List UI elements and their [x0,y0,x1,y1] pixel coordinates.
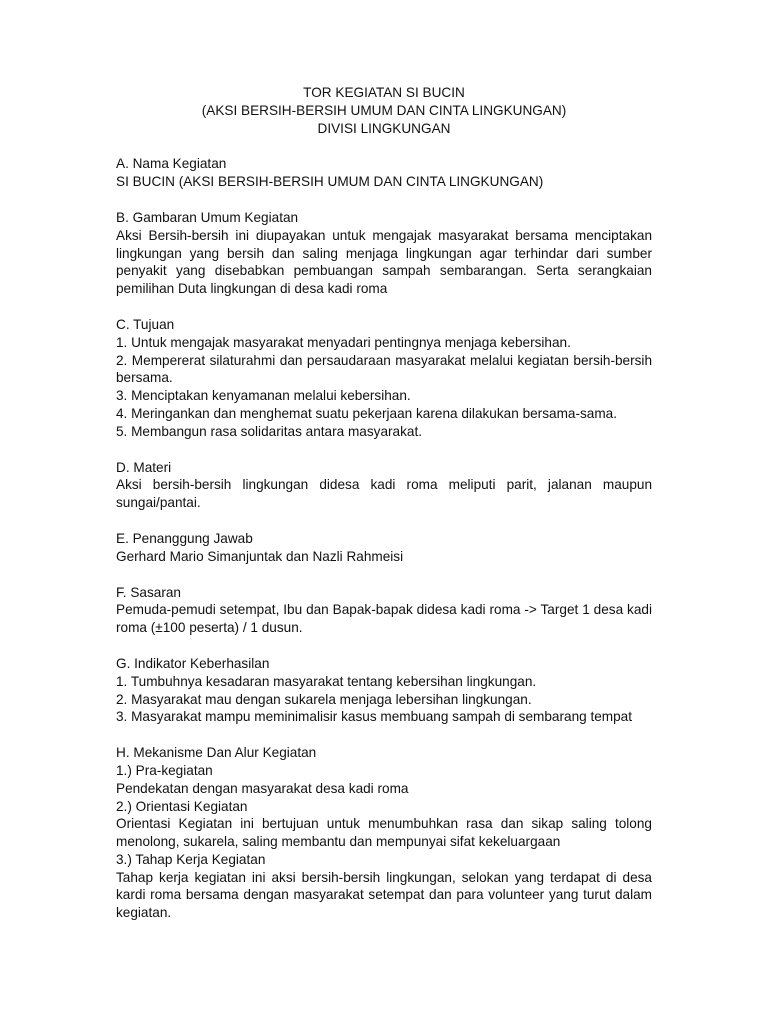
step-body: Tahap kerja kegiatan ini aksi bersih-bersih lingkungan, selokan yang terdapat di desa kardi roma bersama dengan masyarakat setempat dan para volunteer yang turut dalam kegiatan. [116,869,652,921]
section-body: Pemuda-pemudi setempat, Ibu dan Bapak-bapak didesa kadi roma -> Target 1 desa kadi roma (±100 peserta) / 1 dusun. [116,602,652,636]
section-nama-kegiatan [116,155,652,191]
document-title [116,84,652,137]
step-label: 1.) Pra-kegiatan [116,762,213,778]
title-line-2: (AKSI BERSIH-BERSIH UMUM DAN CINTA LINGKUNGAN) [201,102,567,118]
section-mekanisme-alur [116,744,652,922]
step-label: 2.) Orientasi Kegiatan [116,798,248,814]
section-heading: A. Nama Kegiatan [116,156,227,172]
section-body: Gerhard Mario Simanjuntak dan Nazli Rahmeisi [116,548,404,564]
section-heading: D. Materi [116,459,172,475]
list-item: 3. Masyarakat mampu meminimalisir kasus membuang sampah di sembarang tempat [116,709,633,725]
title-line-1: TOR KEGIATAN SI BUCIN [303,85,465,100]
step-label: 3.) Tahap Kerja Kegiatan [116,851,266,867]
section-tujuan [116,316,652,441]
section-heading: H. Mekanisme Dan Alur Kegiatan [116,745,317,761]
list-item: 2. Masyarakat mau dengan sukarela menjaga lebersihan lingkungan. [116,691,532,707]
section-gambaran-umum [116,209,652,298]
section-heading: G. Indikator Keberhasilan [116,655,270,671]
section-heading: B. Gambaran Umum Kegiatan [116,209,299,225]
section-body: SI BUCIN (AKSI BERSIH-BERSIH UMUM DAN CINTA LINGKUNGAN) [116,174,544,190]
section-heading: E. Penanggung Jawab [116,530,253,546]
list-item: 4. Meringankan dan menghemat suatu pekerjaan karena dilakukan bersama-sama. [116,405,617,421]
list-item: 3. Menciptakan kenyamanan melalui kebersihan. [116,388,411,404]
step-body: Orientasi Kegiatan ini bertujuan untuk menumbuhkan rasa dan sikap saling tolong menolong, sukarela, saling membantu dan mempunyai sifat kekeluargaan [116,816,652,850]
title-line-3: DIVISI LINGKUNGAN [317,120,451,136]
section-penanggung-jawab [116,530,652,566]
list-item: 2. Mempererat silaturahmi dan persaudaraan masyarakat melalui kegiatan bersih-bersih bersama. [116,352,652,386]
list-item: 1. Untuk mengajak masyarakat menyadari pentingnya menjaga kebersihan. [116,334,571,350]
section-body: Aksi bersih-bersih lingkungan didesa kadi roma meliputi parit, jalanan maupun sungai/pantai. [116,477,652,511]
section-heading: F. Sasaran [116,584,181,600]
section-sasaran [116,584,652,637]
section-heading: C. Tujuan [116,316,175,332]
step-body: Pendekatan dengan masyarakat desa kadi roma [116,780,409,796]
section-body: Aksi Bersih-bersih ini diupayakan untuk mengajak masyarakat bersama menciptakan lingkungan yang bersih dan saling menjaga lingkungan agar terhindar dari sumber penyakit yang disebabkan pembuangan sampah sembarangan. Serta serangkaian pemilihan Duta lingkungan di desa kadi roma [116,227,652,297]
list-item: 1. Tumbuhnya kesadaran masyarakat tentang kebersihan lingkungan. [116,673,537,689]
list-item: 5. Membangun rasa solidaritas antara masyarakat. [116,423,423,439]
section-materi [116,459,652,512]
section-indikator-keberhasilan [116,655,652,726]
